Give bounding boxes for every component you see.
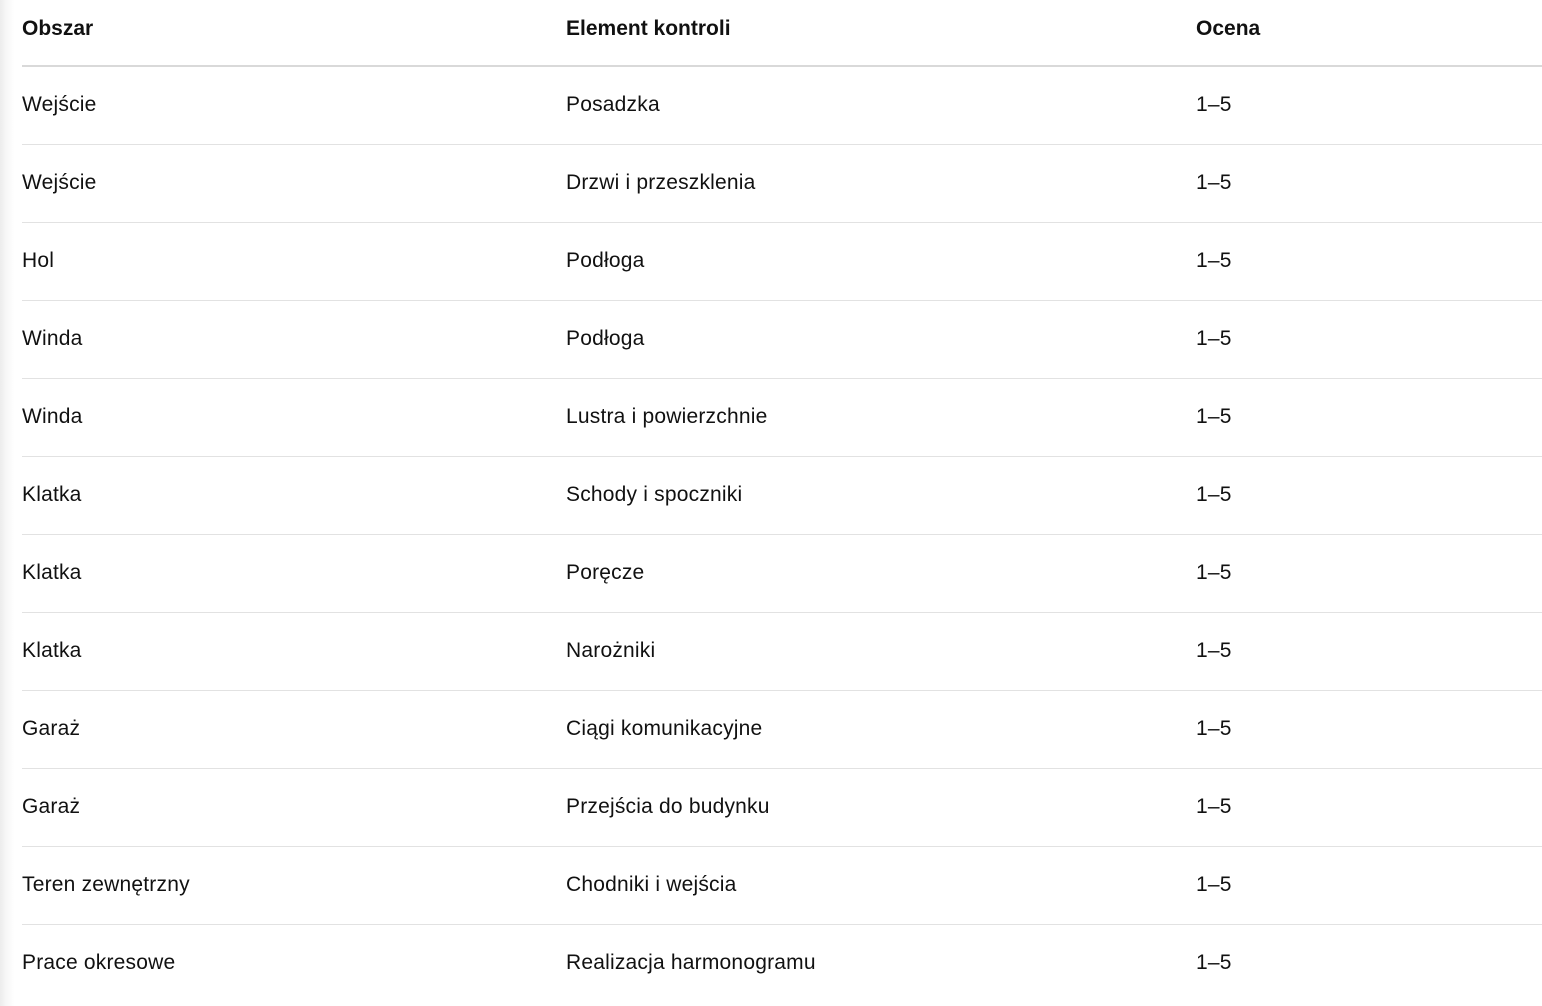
cell-element: Schody i spoczniki bbox=[566, 456, 1196, 534]
cell-obszar: Garaż bbox=[22, 768, 566, 846]
cell-ocena: 1–5 bbox=[1196, 144, 1542, 222]
cell-ocena: 1–5 bbox=[1196, 378, 1542, 456]
cell-element: Ciągi komunikacyjne bbox=[566, 690, 1196, 768]
table-row bbox=[22, 846, 1542, 924]
cell-ocena: 1–5 bbox=[1196, 612, 1542, 690]
cell-ocena: 1–5 bbox=[1196, 690, 1542, 768]
table-row bbox=[22, 378, 1542, 456]
cell-element: Poręcze bbox=[566, 534, 1196, 612]
table-row bbox=[22, 456, 1542, 534]
cell-ocena: 1–5 bbox=[1196, 66, 1542, 144]
cell-obszar: Garaż bbox=[22, 690, 566, 768]
cell-element: Przejścia do budynku bbox=[566, 768, 1196, 846]
cell-element: Narożniki bbox=[566, 612, 1196, 690]
cell-obszar: Klatka bbox=[22, 456, 566, 534]
header-element-kontroli: Element kontroli bbox=[566, 0, 1196, 66]
cell-ocena: 1–5 bbox=[1196, 951, 1232, 975]
cell-obszar: Klatka bbox=[22, 612, 566, 690]
left-edge-shadow bbox=[0, 0, 14, 1006]
table-row bbox=[22, 924, 1542, 1002]
cell-element: Realizacja harmonogramu bbox=[566, 951, 816, 975]
cell-ocena: 1–5 bbox=[1196, 222, 1542, 300]
cell-obszar: Winda bbox=[22, 300, 566, 378]
cell-ocena: 1–5 bbox=[1196, 300, 1542, 378]
cell-obszar: Wejście bbox=[22, 144, 566, 222]
table-row bbox=[22, 300, 1542, 378]
cell-obszar: Prace okresowe bbox=[22, 951, 176, 975]
inspection-table bbox=[22, 0, 1542, 1002]
header-row bbox=[22, 0, 1542, 66]
cell-element: Posadzka bbox=[566, 66, 1196, 144]
table-row bbox=[22, 768, 1542, 846]
table-row bbox=[22, 144, 1542, 222]
inspection-table-container bbox=[22, 0, 1542, 1002]
table-row bbox=[22, 612, 1542, 690]
cell-ocena: 1–5 bbox=[1196, 846, 1542, 924]
cell-obszar: Klatka bbox=[22, 534, 566, 612]
table-row bbox=[22, 66, 1542, 144]
table-row bbox=[22, 222, 1542, 300]
cell-element: Chodniki i wejścia bbox=[566, 846, 1196, 924]
cell-ocena: 1–5 bbox=[1196, 768, 1542, 846]
cell-obszar: Wejście bbox=[22, 66, 566, 144]
cell-ocena: 1–5 bbox=[1196, 456, 1542, 534]
header-ocena: Ocena bbox=[1196, 0, 1542, 66]
cell-obszar: Hol bbox=[22, 222, 566, 300]
cell-obszar: Teren zewnętrzny bbox=[22, 846, 566, 924]
cell-element: Drzwi i przeszklenia bbox=[566, 144, 1196, 222]
cell-ocena: 1–5 bbox=[1196, 534, 1542, 612]
table-row bbox=[22, 690, 1542, 768]
cell-element: Lustra i powierzchnie bbox=[566, 378, 1196, 456]
cell-element: Podłoga bbox=[566, 222, 1196, 300]
cell-element: Podłoga bbox=[566, 300, 1196, 378]
header-obszar: Obszar bbox=[22, 0, 566, 66]
table-body bbox=[22, 66, 1542, 1002]
table-header bbox=[22, 0, 1542, 66]
cell-obszar: Winda bbox=[22, 378, 566, 456]
table-row bbox=[22, 534, 1542, 612]
